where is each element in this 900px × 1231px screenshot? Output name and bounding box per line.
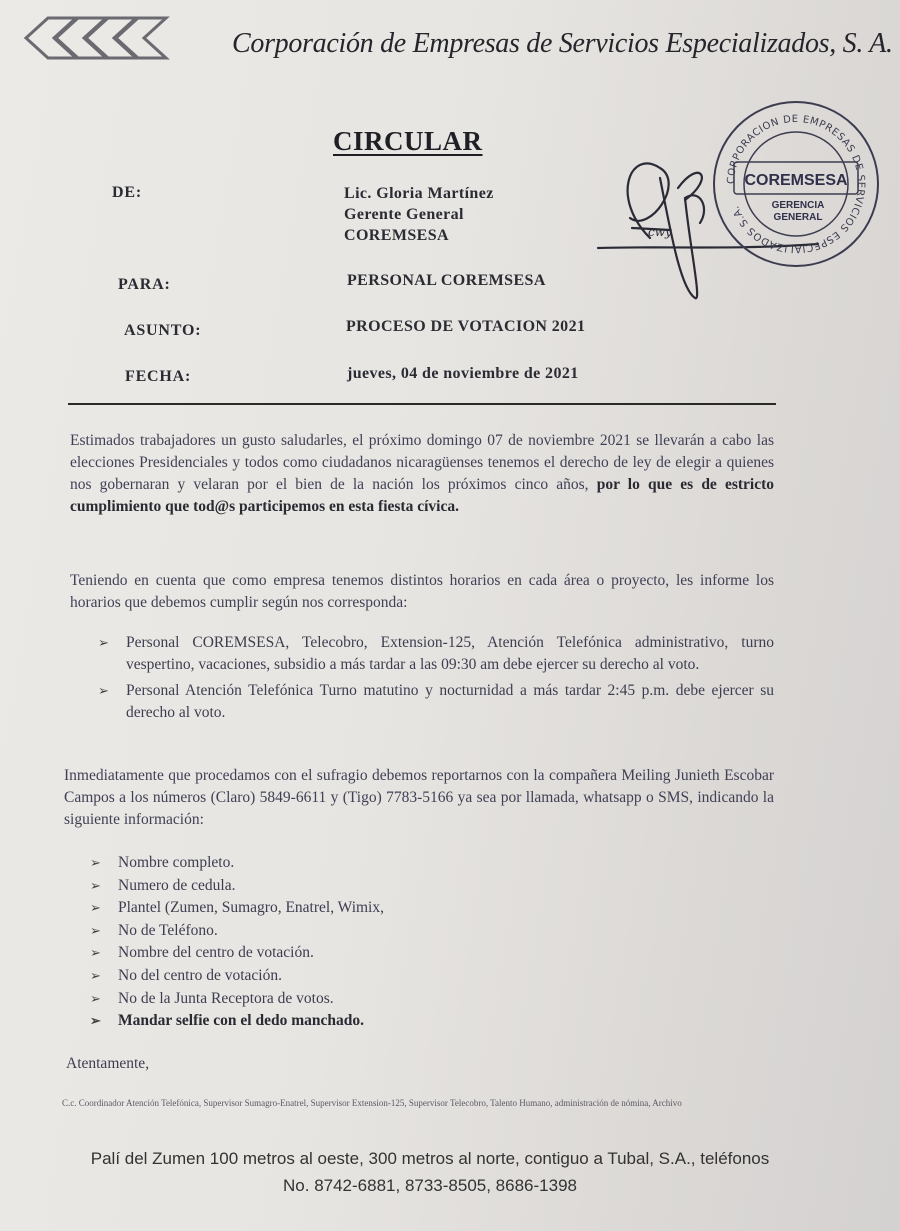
schedule-item-text: Personal COREMSESA, Telecobro, Extension-125, Atención Telefónica administrativo, turno vespertino, vacaciones, subsidio a más tardar a las 09:30 am debe ejercer su derecho al voto. <box>126 634 774 673</box>
arrow-bullet-icon: ➢ <box>90 922 101 938</box>
info-item-text: Nombre del centro de votación. <box>118 944 314 962</box>
stamp-line1: GERENCIA <box>771 200 825 211</box>
de-value <box>344 183 494 246</box>
intro-emphasis: por lo que es de estricto cumplimiento que tod@s participemos en esta fiesta cívica. <box>70 476 775 515</box>
arrow-bullet-icon: ➢ <box>90 967 101 983</box>
fecha-label: FECHA: <box>125 368 192 385</box>
arrow-bullet-icon: ➢ <box>98 635 109 650</box>
stamp-ring-text: CORPORACION DE EMPRESAS DE SERVICIOS ESPECIALIZADOS S.A. <box>725 113 867 255</box>
info-item-text: Nombre completo. <box>118 854 235 871</box>
document-title: CIRCULAR <box>333 126 483 156</box>
arrow-bullet-icon: ➢ <box>90 990 101 1006</box>
list-item <box>90 897 690 920</box>
info-item-text: Plantel (Zumen, Sumagro, Enatrel, Wimix, <box>118 899 384 917</box>
para-value: PERSONAL COREMSESA <box>347 272 546 289</box>
list-item <box>98 632 774 676</box>
company-seal-stamp <box>706 96 886 271</box>
de-position: Gerente General <box>344 206 464 223</box>
report-paragraph: Inmediatamente que procedamos con el sufragio debemos reportarnos con la compañera Meiling Junieth Escobar Campos a los números (Claro) 5849-6611 y (Tigo) 7783-5166 ya sea por llamada, whatsapp o SMS, indicando la siguiente información: <box>64 767 774 828</box>
list-item <box>90 875 690 898</box>
info-item-text: Mandar selfie con el dedo manchado. <box>118 1012 364 1030</box>
para-label: PARA: <box>118 276 171 293</box>
asunto-label: ASUNTO: <box>124 322 202 339</box>
list-item <box>90 1010 690 1033</box>
arrow-bullet-icon: ➢ <box>90 900 101 916</box>
list-item <box>90 942 690 965</box>
list-item <box>90 920 690 943</box>
schedule-item-text: Personal Atención Telefónica Turno matutino y nocturnidad a más tardar 2:45 p.m. debe ejercer su derecho al voto. <box>126 682 774 721</box>
intro-text: Estimados trabajadores un gusto saludarles, el próximo domingo 07 de noviembre 2021 se llevarán a cabo las elecciones Presidenciales y todos como ciudadanos nicaragüenses tenemos el derecho de ley de elegir a quienes nos gobernaran y velaran por el bien de la nación los próximos cinco años, <box>70 432 774 493</box>
header-divider <box>68 403 776 405</box>
signature-text: cwy <box>648 225 672 239</box>
arrow-bullet-icon: ➢ <box>90 945 101 961</box>
arrow-bullet-icon: ➢ <box>90 877 101 893</box>
asunto-value: PROCESO DE VOTACION 2021 <box>346 318 586 335</box>
footer-address-line: Palí del Zumen 100 metros al oeste, 300 metros al norte, contiguo a Tubal, S.A., teléfonos <box>90 1149 770 1168</box>
arrow-bullet-icon: ➢ <box>90 1013 101 1029</box>
de-company: COREMSESA <box>344 227 449 244</box>
fecha-value: jueves, 04 de noviembre de 2021 <box>347 365 579 382</box>
info-item-text: No de la Junta Receptora de votos. <box>118 989 334 1007</box>
de-label: DE: <box>112 184 142 201</box>
company-name: Corporación de Empresas de Servicios Especializados, S. A. <box>232 28 893 59</box>
info-item-text: No de Teléfono. <box>118 921 218 939</box>
arrow-bullet-icon: ➢ <box>98 683 109 698</box>
info-item-text: Numero de cedula. <box>118 876 236 894</box>
arrow-bullet-icon: ➢ <box>90 855 101 870</box>
footer-phones: No. 8742-6881, 8733-8505, 8686-1398 <box>283 1176 577 1195</box>
schedule-list <box>98 632 774 728</box>
stamp-line2: GENERAL <box>773 212 823 223</box>
carbon-copy-list: C.c. Coordinador Atención Telefónica, Supervisor Sumagro-Enatrel, Supervisor Extension-125, Supervisor Telecobro, Talento Humano, administración de nómina, Archivo <box>62 1098 682 1108</box>
schedule-intro: Teniendo en cuenta que como empresa tenemos distintos horarios en cada área o proyecto, les informe los horarios que debemos cumplir según nos corresponda: <box>70 572 774 611</box>
de-name: Lic. Gloria Martínez <box>344 185 494 202</box>
intro-paragraph <box>70 430 774 518</box>
footer-address <box>60 1145 800 1199</box>
list-item <box>90 988 690 1011</box>
list-item <box>98 680 774 724</box>
closing-salutation: Atentamente, <box>66 1055 150 1072</box>
list-item <box>90 852 690 875</box>
info-item-text: No del centro de votación. <box>118 966 282 984</box>
list-item <box>90 965 690 988</box>
stamp-title: COREMSESA <box>744 172 848 189</box>
info-list <box>90 852 690 1033</box>
company-logo <box>18 10 178 66</box>
